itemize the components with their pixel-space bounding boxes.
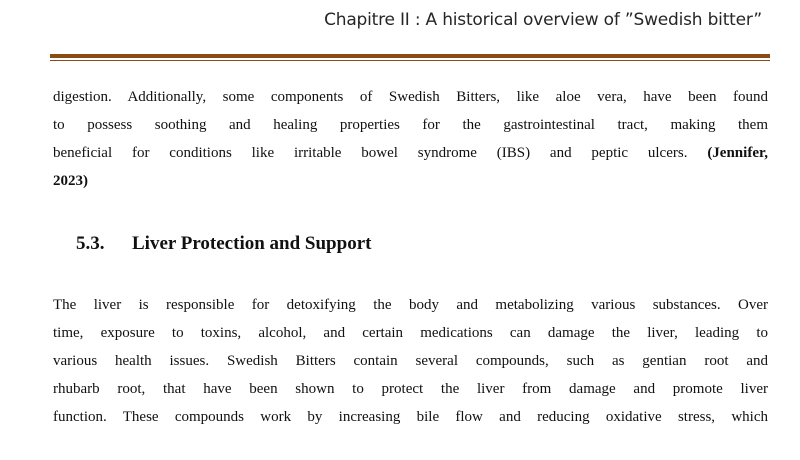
paragraph-line [53, 170, 768, 198]
header-rule-thin [50, 60, 770, 61]
paragraph-line: digestion. Additionally, some components of Swedish Bitters, like aloe vera, have been found [53, 89, 768, 105]
section-heading [76, 233, 371, 255]
paragraph-line: The liver is responsible for detoxifying the body and metabolizing various substances. Over [53, 297, 768, 313]
paragraph-line: rhubarb root, that have been shown to protect the liver from damage and promote liver [53, 381, 768, 397]
citation: (Jennifer, [707, 145, 769, 161]
header-rule-thick [50, 54, 770, 58]
citation-year: 2023) [53, 173, 88, 189]
paragraph-line: to possess soothing and healing properties for the gastrointestinal tract, making them [53, 117, 768, 133]
running-header-title: Chapitre II : A historical overview of ”Swedish bitter” [324, 10, 762, 30]
paragraph-line: beneficial for conditions like irritable bowel syndrome (IBS) and peptic ulcers. (Jennifer, [53, 145, 769, 161]
section-number: 5.3. [76, 233, 105, 254]
paragraph-line: time, exposure to toxins, alcohol, and certain medications can damage the liver, leading to [53, 325, 768, 341]
section-title: Liver Protection and Support [132, 233, 372, 254]
paragraph-digestion [53, 86, 768, 198]
paragraph-liver [53, 294, 768, 434]
paragraph-line: various health issues. Swedish Bitters contain several compounds, such as gentian root and [53, 353, 768, 369]
paragraph-line: function. These compounds work by increasing bile flow and reducing oxidative stress, which [53, 409, 768, 425]
